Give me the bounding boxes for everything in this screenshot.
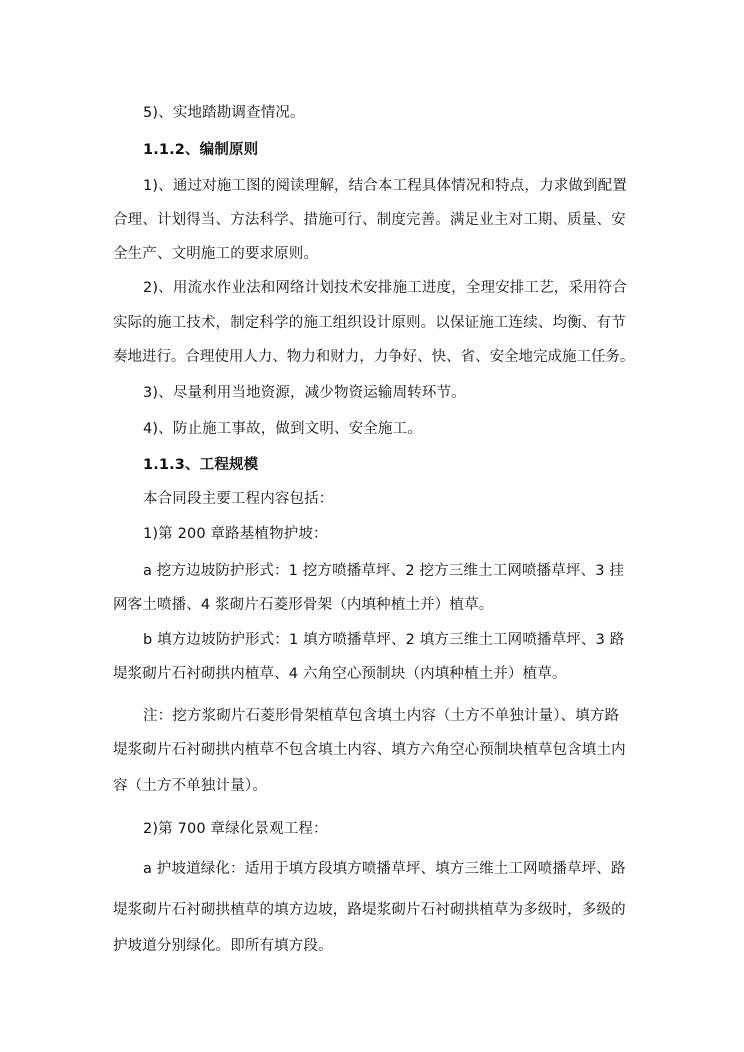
paragraph-line: 本合同段主要工程内容包括：	[143, 491, 334, 507]
section-heading: 1.1.2、编制原则	[143, 142, 259, 158]
paragraph-line: b 填方边坡防护形式：1 填方喷播草坪、2 填方三维土工网喷播草坪、3 路	[143, 632, 625, 648]
paragraph-line: 容（土方不单独计量）。	[113, 778, 267, 794]
paragraph-line: a 护坡道绿化：适用于填方段填方喷播草坪、填方三维土工网喷播草坪、路	[143, 861, 626, 877]
paragraph-line: 合理、计划得当、方法科学、措施可行、制度完善。满足业主对工期、质量、安	[113, 212, 626, 228]
paragraph-line: 堤浆砌片石衬砌拱植草的填方边坡，路堤浆砌片石衬砌拱植草为多级时，多级的	[113, 902, 626, 918]
paragraph-line: 堤浆砌片石衬砌拱内植草、4 六角空心预制块（内填种植土并）植草。	[113, 666, 567, 682]
section-heading: 1.1.3、工程规模	[143, 457, 259, 473]
paragraph-line: 注：挖方浆砌片石菱形骨架植草包含填土内容（土方不单独计量）、填方路	[143, 708, 620, 724]
paragraph-line: a 挖方边坡防护形式：1 挖方喷播草坪、2 挖方三维土工网喷播草坪、3 挂	[143, 563, 625, 579]
paragraph-line: 3)、尽量利用当地资源，减少物资运输周转环节。	[143, 385, 466, 401]
paragraph-line: 5)、实地踏勘调查情况。	[143, 105, 305, 121]
paragraph-line: 4)、防止施工事故，做到文明、安全施工。	[143, 421, 422, 437]
paragraph-line: 1)、通过对施工图的阅读理解，结合本工程具体情况和特点，力求做到配置	[143, 178, 627, 194]
paragraph-line: 实际的施工技术，制定科学的施工组织设计原则。以保证施工连续、均衡、有节	[113, 315, 626, 331]
paragraph-line: 2)第 700 章绿化景观工程：	[143, 821, 328, 837]
paragraph-line: 2)、用流水作业法和网络计划技术安排施工进度，全理安排工艺，采用符合	[143, 280, 627, 296]
paragraph-line: 全生产、文明施工的要求原则。	[113, 246, 319, 262]
paragraph-line: 奏地进行。合理使用人力、物力和财力，力争好、快、省、安全地完成施工任务。	[113, 349, 635, 365]
paragraph-line: 堤浆砌片石衬砌拱内植草不包含填土内容、填方六角空心预制块植草包含填土内	[113, 742, 626, 758]
paragraph-line: 1)第 200 章路基植物护坡：	[143, 526, 328, 542]
paragraph-line: 网客土喷播、4 浆砌片石菱形骨架（内填种植土并）植草。	[113, 597, 494, 613]
paragraph-line: 护坡道分别绿化。即所有填方段。	[113, 938, 333, 954]
